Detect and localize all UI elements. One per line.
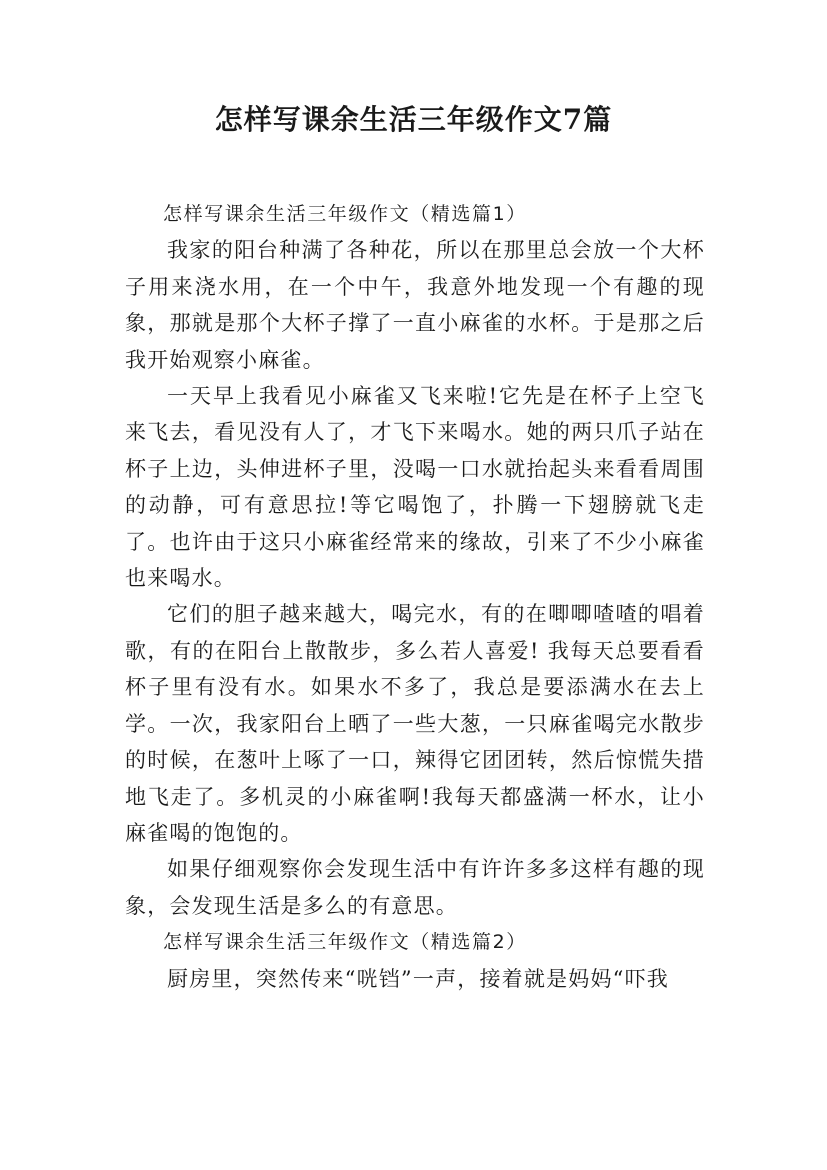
section-heading-1: 怎样写课余生活三年级作文（精选篇1） <box>163 203 527 225</box>
paragraph-1: 我家的阳台种满了各种花，所以在那里总会放一个大杯子用来浇水用，在一个中午，我意外地发现一个有趣的现象，那就是那个大杯子撑了一直小麻雀的水杯。于是那之后我开始观察小麻雀。 <box>125 238 705 372</box>
document-body <box>125 196 705 997</box>
paragraph-2: 一天早上我看见小麻雀又飞来啦!它先是在杯子上空飞来飞去，看见没有人了，才飞下来喝水。她的两只爪子站在杯子上边，头伸进杯子里，没喝一口水就抬起头来看看周围的动静，可有意思拉!等它喝饱了，扑腾一下翅膀就飞走了。也许由于这只小麻雀经常来的缘故，引来了不少小麻雀也来喝水。 <box>125 384 705 591</box>
paragraph-3: 它们的胆子越来越大，喝完水，有的在唧唧喳喳的唱着歌，有的在阳台上散散步，多么若人喜爱! 我每天总要看看杯子里有没有水。如果水不多了，我总是要添满水在去上学。一次，我家阳台上晒了一些大葱，一只麻雀喝完水散步的时候，在葱叶上啄了一口，辣得它团团转，然后惊慌失措地飞走了。多机灵的小麻雀啊!我每天都盛满一杯水，让小麻雀喝的饱饱的。 <box>125 602 705 845</box>
paragraph-4: 如果仔细观察你会发现生活中有许许多多这样有趣的现象，会发现生活是多么的有意思。 <box>125 857 705 918</box>
section-heading-2: 怎样写课余生活三年级作文（精选篇2） <box>163 931 527 954</box>
paragraph-5: 厨房里，突然传来“咣铛”一声，接着就是妈妈“吓我 <box>167 966 670 991</box>
document-title: 怎样写课余生活三年级作文7篇 <box>214 103 613 136</box>
